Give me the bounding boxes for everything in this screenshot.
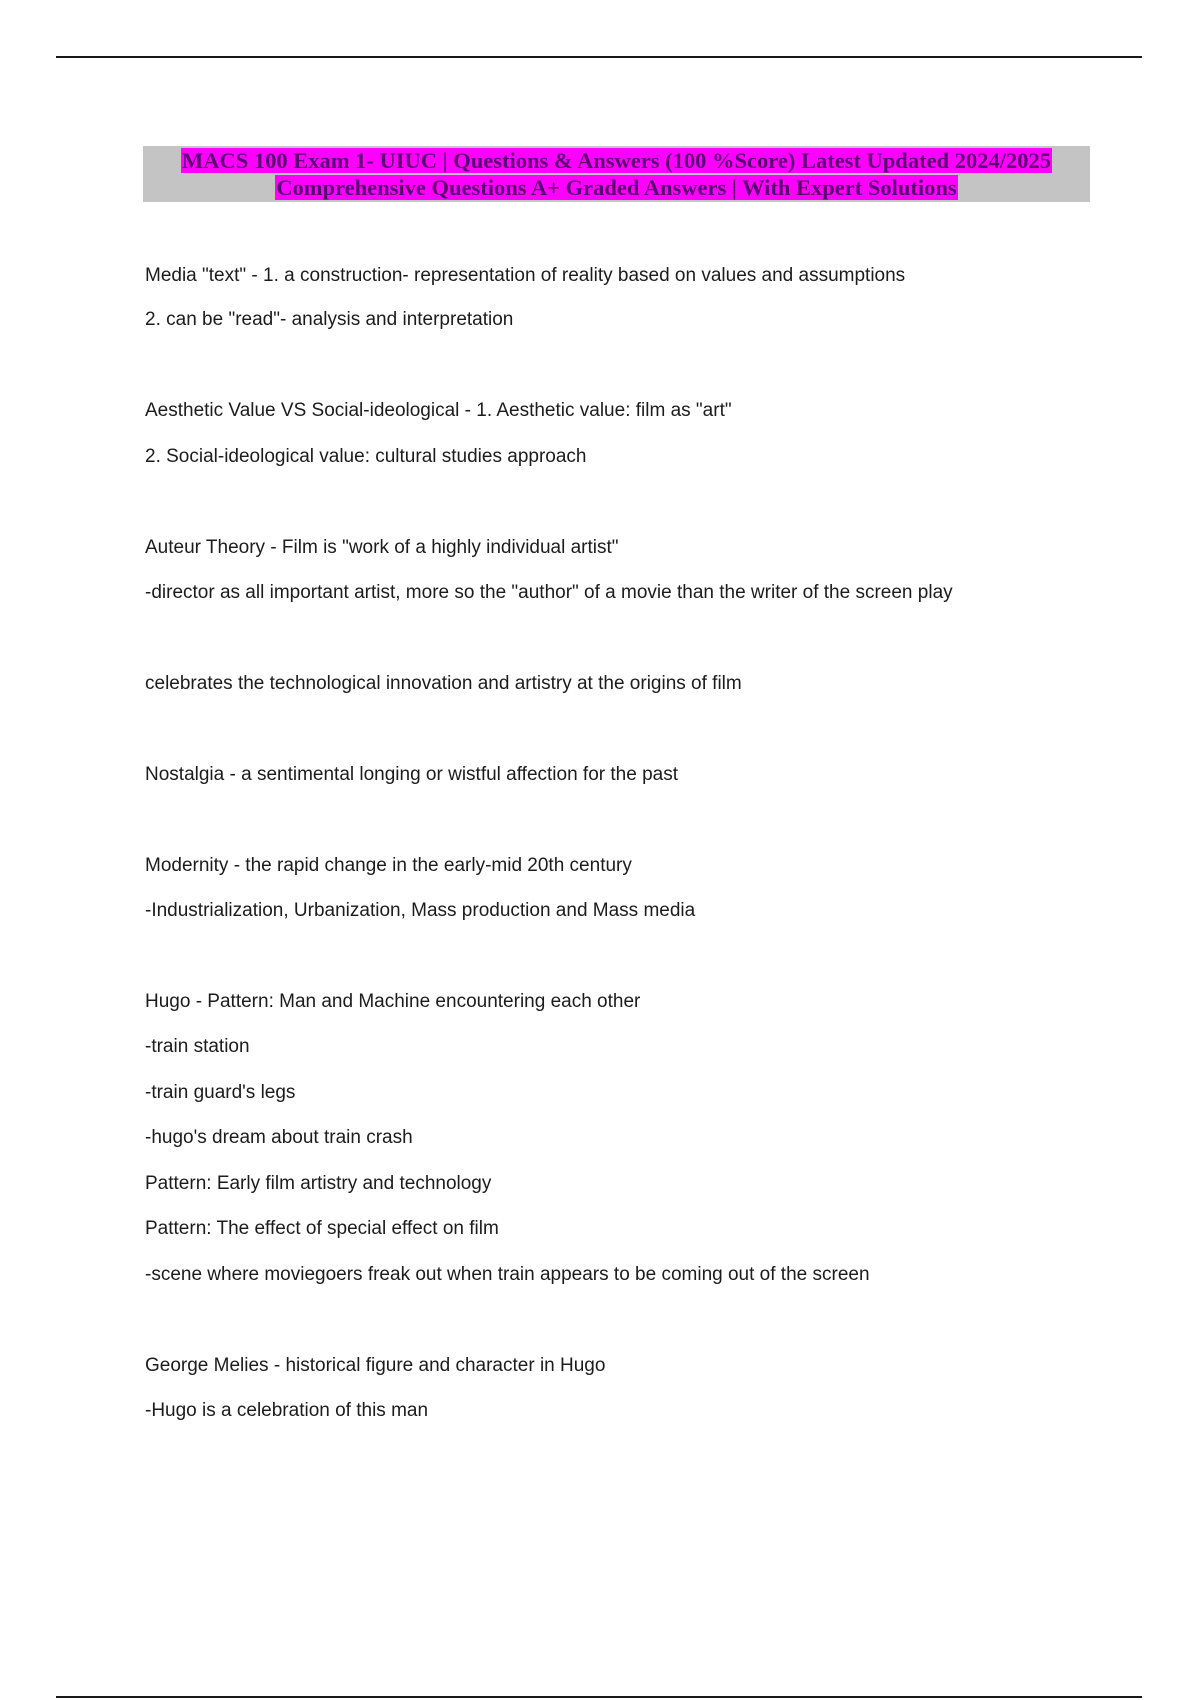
note-line: Nostalgia - a sentimental longing or wistful affection for the past: [145, 764, 678, 785]
note-line: -scene where moviegoers freak out when train appears to be coming out of the screen: [145, 1264, 870, 1285]
note-line: Hugo - Pattern: Man and Machine encountering each other: [145, 991, 641, 1012]
note-line: Pattern: The effect of special effect on film: [145, 1218, 499, 1239]
note-line: -train station: [145, 1036, 250, 1057]
top-rule: [56, 56, 1142, 58]
bottom-rule: [56, 1696, 1142, 1698]
note-line: -Industrialization, Urbanization, Mass production and Mass media: [145, 900, 696, 921]
note-line: -hugo's dream about train crash: [145, 1127, 413, 1148]
note-line: Media "text" - 1. a construction- representation of reality based on values and assumptions: [145, 265, 906, 286]
note-line: celebrates the technological innovation and artistry at the origins of film: [145, 673, 742, 694]
note-line: George Melies - historical figure and character in Hugo: [145, 1355, 606, 1376]
note-line: -director as all important artist, more so the "author" of a movie than the writer of the screen play: [145, 582, 953, 603]
note-line: Auteur Theory - Film is "work of a highly individual artist": [145, 537, 619, 558]
note-line: Modernity - the rapid change in the early-mid 20th century: [145, 855, 632, 876]
note-line: 2. Social-ideological value: cultural studies approach: [145, 446, 587, 467]
note-line: Aesthetic Value VS Social-ideological - 1. Aesthetic value: film as "art": [145, 400, 732, 421]
title-line-2: Comprehensive Questions A+ Graded Answers | With Expert Solutions: [276, 175, 957, 200]
title-line-1: MACS 100 Exam 1- UIUC | Questions & Answers (100 %Score) Latest Updated 2024/2025: [182, 148, 1051, 173]
note-line: -Hugo is a celebration of this man: [145, 1400, 429, 1421]
note-line: -train guard's legs: [145, 1082, 296, 1103]
note-line: Pattern: Early film artistry and technology: [145, 1173, 492, 1194]
document-title: [143, 146, 1090, 202]
note-line: 2. can be "read"- analysis and interpretation: [145, 309, 514, 330]
